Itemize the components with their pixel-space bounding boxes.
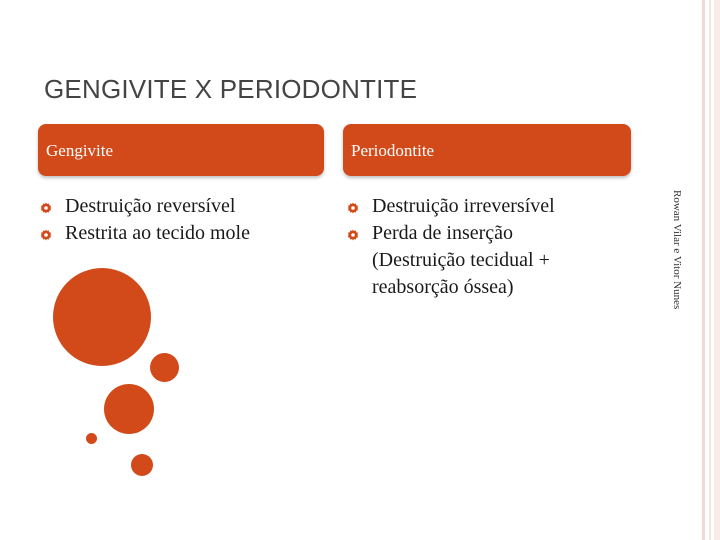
gengivite-list bbox=[40, 193, 330, 247]
gear-icon bbox=[40, 202, 52, 214]
column-header-gengivite bbox=[38, 124, 324, 176]
decorative-stripe bbox=[714, 0, 720, 540]
list-item bbox=[347, 220, 607, 301]
list-item-text: Destruição irreversível bbox=[372, 195, 555, 217]
gear-icon bbox=[347, 202, 359, 214]
decorative-circle bbox=[53, 268, 151, 366]
slide-title: GENGIVITE X PERIODONTITE bbox=[44, 74, 418, 104]
gear-icon bbox=[347, 229, 359, 241]
column-header-periodontite bbox=[343, 124, 631, 176]
decorative-circle bbox=[150, 353, 179, 382]
decorative-stripe bbox=[702, 0, 705, 540]
list-item bbox=[347, 193, 607, 220]
decorative-stripe bbox=[709, 0, 711, 540]
decorative-circle bbox=[131, 454, 153, 476]
column-header-label: Periodontite bbox=[351, 141, 435, 160]
gear-icon bbox=[40, 229, 52, 241]
column-header-label: Gengivite bbox=[46, 141, 114, 160]
periodontite-list bbox=[347, 193, 607, 301]
list-item-text: Restrita ao tecido mole bbox=[65, 222, 250, 244]
decorative-circle bbox=[86, 433, 97, 444]
list-item bbox=[40, 220, 330, 247]
list-item-text: Perda de inserção (Destruição tecidual + reabsorção óssea) bbox=[372, 222, 550, 298]
decorative-circle bbox=[104, 384, 154, 434]
author-credit-text: Rowan Vilar e Vitor Nunes bbox=[671, 190, 683, 310]
author-credit bbox=[668, 190, 686, 322]
list-item-text: Destruição reversível bbox=[65, 195, 236, 217]
list-item bbox=[40, 193, 330, 220]
